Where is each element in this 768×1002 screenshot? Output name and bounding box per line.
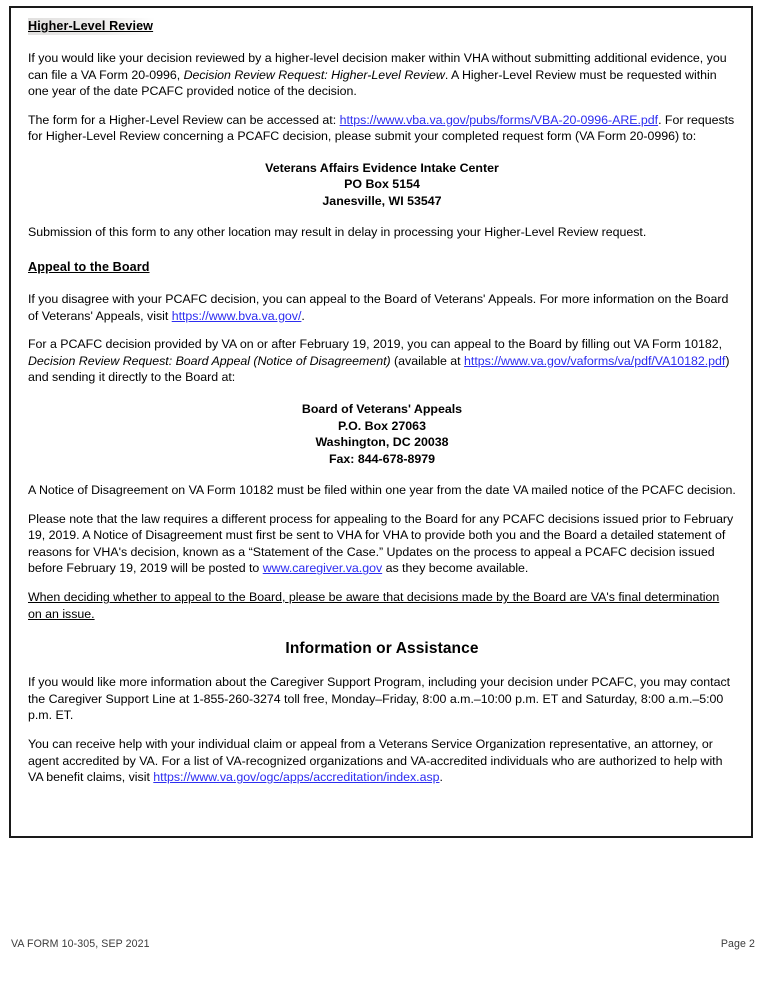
- address-line: P.O. Box 27063: [338, 418, 426, 433]
- hlr-form-title-italic: Decision Review Request: Higher-Level Review: [183, 67, 445, 82]
- section-information-or-assistance: [28, 639, 736, 786]
- legacy-process-text-a: Please note that the law requires a different process for appealing to the Board for any PCAFC decisions issued prior to February 19, 2019. A Notice of Disagreement must first be sent to VHA for VHA to provide both you and the Board a detailed statement of reasons for VHA's decision, known as a “Statement of the Case.” Updates on the process to appeal a PCAFC decision issued before February 19, 2019 will be posted to: [28, 511, 734, 576]
- spacer: [28, 145, 736, 160]
- paragraph-nod-deadline: A Notice of Disagreement on VA Form 10182 must be filed within one year from the date VA mailed notice of the PCAFC decision.: [28, 483, 736, 498]
- address-board-of-veterans-appeals: [28, 401, 736, 467]
- section-higher-level-review: [28, 17, 736, 241]
- spacer: [28, 659, 736, 674]
- spacer: [28, 324, 736, 336]
- link-vba-form-20-0996[interactable]: https://www.vba.va.gov/pubs/forms/VBA-20-0996-ARE.pdf: [339, 112, 659, 127]
- footer-form-id: VA FORM 10-305, SEP 2021: [11, 938, 150, 950]
- address-evidence-intake-center: [28, 160, 736, 210]
- hlr-intro-text-b: . A Higher-Level Review must be requested within one year of the date PCAFC provided notice of the decision.: [28, 67, 717, 99]
- paragraph-board-intro: [28, 291, 736, 324]
- link-ogc-accreditation[interactable]: https://www.va.gov/ogc/apps/accreditation/index.asp: [153, 770, 440, 785]
- paragraph-hlr-form-access: [28, 112, 736, 145]
- link-caregiver-va-gov[interactable]: www.caregiver.va.gov: [262, 561, 383, 576]
- spacer: [28, 499, 736, 511]
- spacer: [28, 386, 736, 401]
- board-form-text-a: For a PCAFC decision provided by VA on or after February 19, 2019, you can appeal to the Board by filling out VA Form 10182,: [28, 337, 723, 352]
- spacer: [28, 241, 736, 258]
- spacer: [28, 100, 736, 112]
- spacer: [28, 276, 736, 291]
- paragraph-hlr-intro: [28, 50, 736, 100]
- spacer: [28, 35, 736, 50]
- spacer: [28, 209, 736, 224]
- hlr-form-access-text-a: The form for a Higher-Level Review can be accessed at:: [28, 112, 340, 127]
- board-form-title-italic: Decision Review Request: Board Appeal (Notice of Disagreement): [28, 353, 391, 368]
- board-form-text-b: (available at: [390, 353, 465, 368]
- link-bva-va-gov[interactable]: https://www.bva.va.gov/: [171, 308, 302, 323]
- vso-text-a: You can receive help with your individual claim or appeal from a Veterans Service Organization representative, an attorney, or agent accredited by VA. For a list of VA-recognized organizations and VA-accredited individuals who are authorized to help with VA benefit claims, visit: [28, 736, 723, 785]
- heading-appeal-to-the-board: Appeal to the Board: [28, 260, 150, 275]
- paragraph-vso-assistance: [28, 736, 736, 786]
- paragraph-caregiver-support-line: If you would like more information about the Caregiver Support Program, including your decision under PCAFC, you may contact the Caregiver Support Line at 1-855-260-3274 toll free, Monday–Friday, 8:00 a.m.–10:00 p.m. ET and Saturday, 8:00 a.m.–5:00 p.m. ET.: [28, 675, 731, 723]
- section-appeal-to-the-board: [28, 258, 736, 622]
- board-intro-text-a: If you disagree with your PCAFC decision, you can appeal to the Board of Veterans' Appeals. For more information on the Board of Veterans' Appeals, visit: [28, 292, 729, 323]
- spacer: [28, 724, 736, 736]
- board-intro-text-b: .: [301, 308, 305, 323]
- footer-page-number: Page 2: [720, 938, 755, 950]
- address-line-fax: Fax: 844-678-8979: [328, 451, 436, 466]
- paragraph-board-final-determination: When deciding whether to appeal to the Board, please be aware that decisions made by the Board are VA's final determination on an issue.: [28, 590, 720, 621]
- address-line: Janesville, WI 53547: [322, 193, 442, 208]
- board-form-text-c: ) and sending it directly to the Board at:: [28, 353, 730, 385]
- legacy-process-text-b: as they become available.: [382, 561, 529, 576]
- hlr-intro-text-a: If you would like your decision reviewed by a higher-level decision maker within VHA without submitting additional evidence, you can file a VA Form 20-0996,: [28, 51, 727, 82]
- address-line: PO Box 5154: [344, 177, 420, 192]
- address-line: Washington, DC 20038: [315, 435, 449, 450]
- spacer: [28, 577, 736, 589]
- paragraph-board-form-10182: [28, 336, 736, 386]
- link-va-form-10182-pdf[interactable]: https://www.va.gov/vaforms/va/pdf/VA10182.pdf: [464, 353, 726, 368]
- spacer: [28, 467, 736, 482]
- paragraph-hlr-submission-note: Submission of this form to any other location may result in delay in processing your Higher-Level Review request.: [28, 225, 647, 240]
- heading-information-or-assistance: Information or Assistance: [285, 640, 479, 658]
- heading-higher-level-review: Higher-Level Review: [28, 19, 154, 33]
- address-line: Veterans Affairs Evidence Intake Center: [265, 160, 499, 175]
- hlr-form-access-text-b: . For requests for Higher-Level Review concerning a PCAFC decision, please submit your completed request form (VA Form 20-0996) to:: [28, 112, 735, 144]
- vso-text-b: .: [439, 770, 443, 785]
- address-line: Board of Veterans' Appeals: [301, 402, 463, 417]
- page-footer: [11, 935, 755, 953]
- page-content-frame: [9, 6, 753, 838]
- paragraph-legacy-process: [28, 511, 736, 577]
- spacer: [28, 622, 736, 639]
